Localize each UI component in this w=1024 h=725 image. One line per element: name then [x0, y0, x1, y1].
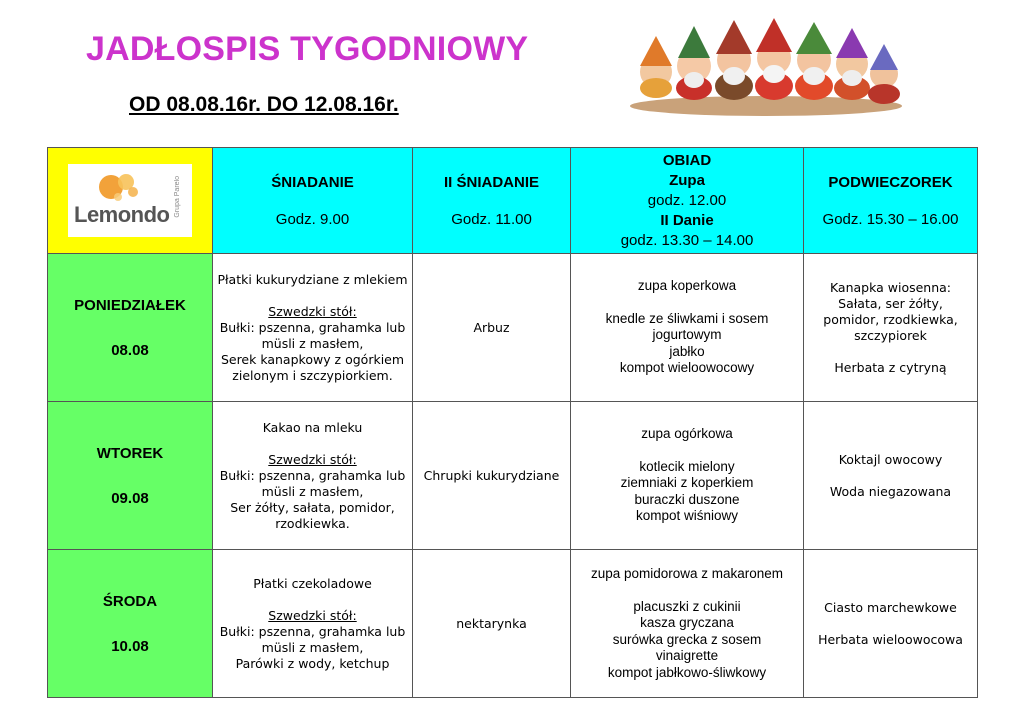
lunch-soup-time: godz. 12.00: [647, 191, 727, 209]
snack-drink: Herbata wieloowocowa: [818, 631, 963, 647]
lunch-line: kompot wieloowocowy: [619, 360, 755, 376]
breakfast-main: Płatki kukurydziane z mlekiem: [217, 271, 408, 287]
col-second-breakfast: [413, 148, 571, 254]
breakfast-line: rzodkiewka.: [275, 515, 350, 531]
col-lunch: [571, 148, 804, 254]
second-breakfast-time: Godz. 11.00: [451, 210, 532, 228]
lunch-line: vinaigrette: [655, 648, 719, 663]
day-row-wednesday: [48, 550, 978, 698]
dwarfs-illustration: [628, 14, 904, 116]
lunch-line: jabłko: [669, 343, 705, 359]
breakfast-line: müsli z masłem,: [261, 639, 364, 655]
day-cell: [48, 402, 213, 550]
breakfast-line: müsli z masłem,: [261, 483, 364, 499]
lunch-line: knedle ze śliwkami i sosem: [605, 310, 769, 326]
snack-drink: Herbata z cytryną: [834, 359, 947, 375]
lunch-line: ziemniaki z koperkiem: [620, 475, 754, 491]
second-breakfast-label: II ŚNIADANIE: [443, 173, 539, 191]
breakfast-line: Bułki: pszenna, grahamka lub: [219, 623, 406, 639]
logo-subtext: Grupa Parelo: [174, 176, 181, 218]
lunch-cell: [571, 254, 804, 402]
second-breakfast-cell: nektarynka: [413, 550, 571, 698]
lunch-line: kotlecik mielony: [639, 458, 735, 474]
breakfast-cell: [213, 550, 413, 698]
snack-label: PODWIECZOREK: [828, 173, 953, 191]
breakfast-cell: [213, 402, 413, 550]
breakfast-main: Płatki czekoladowe: [253, 575, 372, 591]
day-date: 09.08: [111, 489, 149, 507]
lunch-soup: zupa koperkowa: [637, 278, 737, 294]
day-cell: [48, 254, 213, 402]
breakfast-line: Parówki z wody, ketchup: [235, 655, 390, 671]
snack-line: szczypiorek: [854, 327, 927, 343]
second-breakfast-cell: Chrupki kukurydziane: [413, 402, 571, 550]
header-row: [48, 148, 978, 254]
day-row-tuesday: [48, 402, 978, 550]
breakfast-line: Bułki: pszenna, grahamka lub: [219, 319, 406, 335]
second-breakfast-cell: Arbuz: [413, 254, 571, 402]
lunch-line: kasza gryczana: [640, 615, 734, 630]
col-breakfast: [213, 148, 413, 254]
lemondo-logo: [68, 164, 192, 237]
day-name: ŚRODA: [102, 592, 158, 610]
day-name: WTOREK: [96, 444, 164, 462]
snack-cell: [804, 550, 978, 698]
lunch-cell: [571, 402, 804, 550]
snack-line: Kanapka wiosenna:: [829, 279, 952, 295]
lunch-line: placuszki z cukinii: [633, 598, 741, 614]
breakfast-line: zielonym i szczypiorkiem.: [232, 367, 393, 383]
menu-table: [47, 147, 978, 698]
snack-line: Sałata, ser żółty,: [838, 295, 943, 311]
lunch-label: OBIAD: [662, 151, 712, 169]
lunch-line: buraczki duszone: [634, 491, 740, 507]
day-name: PONIEDZIAŁEK: [74, 296, 186, 314]
day-cell: [48, 550, 213, 698]
snack-cell: [804, 254, 978, 402]
lunch-line: surówka grecka z sosem: [612, 631, 762, 647]
lunch-main-label: II Danie: [660, 211, 714, 229]
logo-wordmark: Lemondo: [74, 202, 170, 227]
breakfast-line: müsli z masłem,: [261, 335, 364, 351]
lunch-soup-label: Zupa: [669, 171, 705, 189]
lunch-line: kompot wiśniowy: [635, 508, 739, 524]
day-date: 10.08: [111, 637, 149, 655]
day-date: 08.08: [111, 341, 149, 359]
snack-cell: [804, 402, 978, 550]
buffet-label: Szwedzki stół:: [268, 607, 357, 623]
logo-cell: [48, 148, 213, 254]
breakfast-cell: [213, 254, 413, 402]
buffet-label: Szwedzki stół:: [268, 303, 357, 319]
lunch-main-time: godz. 13.30 – 14.00: [620, 231, 754, 249]
breakfast-time: Godz. 9.00: [275, 210, 350, 228]
snack-time: Godz. 15.30 – 16.00: [822, 210, 959, 228]
lunch-soup: zupa ogórkowa: [641, 426, 733, 442]
snack-drink: Woda niegazowana: [829, 483, 952, 499]
breakfast-line: Serek kanapkowy z ogórkiem: [220, 351, 405, 367]
snack-line: Koktajl owocowy: [838, 451, 943, 467]
snack-line: Ciasto marchewkowe: [824, 599, 957, 615]
page-title: JADŁOSPIS TYGODNIOWY: [86, 30, 529, 68]
breakfast-line: Ser żółty, sałata, pomidor,: [230, 499, 395, 515]
day-row-monday: [48, 254, 978, 402]
breakfast-main: Kakao na mleku: [262, 419, 363, 435]
lunch-cell: [571, 550, 804, 698]
lunch-line: jogurtowym: [652, 327, 722, 343]
col-snack: [804, 148, 978, 254]
logo-circles-icon: [98, 170, 142, 204]
snack-line: pomidor, rzodkiewka,: [823, 311, 958, 327]
lunch-soup: zupa pomidorowa z makaronem: [590, 566, 784, 581]
breakfast-line: Bułki: pszenna, grahamka lub: [219, 467, 406, 483]
date-range: OD 08.08.16r. DO 12.08.16r.: [129, 93, 399, 116]
buffet-label: Szwedzki stół:: [268, 451, 357, 467]
breakfast-label: ŚNIADANIE: [271, 173, 354, 191]
lunch-line: kompot jabłkowo-śliwkowy: [607, 664, 767, 680]
